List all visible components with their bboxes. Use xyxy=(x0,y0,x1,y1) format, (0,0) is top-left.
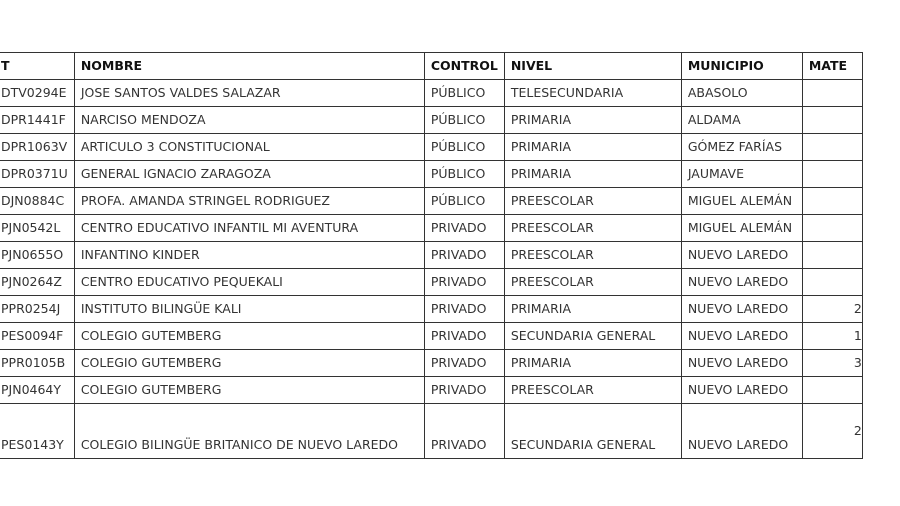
cell-control: PRIVADO xyxy=(424,377,504,404)
cell-municipio: NUEVO LAREDO xyxy=(681,323,802,350)
cell-cct: PJN0464Y xyxy=(0,377,74,404)
cell-cct: PES0094F xyxy=(0,323,74,350)
cell-control: PRIVADO xyxy=(424,269,504,296)
cell-cct: PJN0655O xyxy=(0,242,74,269)
cell-nivel: SECUNDARIA GENERAL xyxy=(504,404,681,459)
cell-control: PRIVADO xyxy=(424,350,504,377)
table-row xyxy=(0,296,862,323)
cell-nivel: PREESCOLAR xyxy=(504,269,681,296)
cell-matricula xyxy=(802,377,862,404)
cell-nivel: TELESECUNDARIA xyxy=(504,80,681,107)
header-cct: T xyxy=(0,53,74,80)
cell-nivel: PREESCOLAR xyxy=(504,377,681,404)
table-row xyxy=(0,134,862,161)
cell-cct: DPR0371U xyxy=(0,161,74,188)
cell-control: PRIVADO xyxy=(424,215,504,242)
table-row xyxy=(0,350,862,377)
cell-control: PRIVADO xyxy=(424,296,504,323)
cell-control: PÚBLICO xyxy=(424,107,504,134)
cell-municipio: JAUMAVE xyxy=(681,161,802,188)
cell-municipio: NUEVO LAREDO xyxy=(681,269,802,296)
table-row xyxy=(0,323,862,350)
cell-nombre: PROFA. AMANDA STRINGEL RODRIGUEZ xyxy=(74,188,424,215)
cell-nombre: COLEGIO GUTEMBERG xyxy=(74,323,424,350)
cell-nivel: PRIMARIA xyxy=(504,107,681,134)
cell-control: PRIVADO xyxy=(424,242,504,269)
header-nivel: NIVEL xyxy=(504,53,681,80)
cell-nombre: COLEGIO GUTEMBERG xyxy=(74,377,424,404)
cell-control: PÚBLICO xyxy=(424,188,504,215)
cell-cct: DPR1063V xyxy=(0,134,74,161)
cell-nombre: GENERAL IGNACIO ZARAGOZA xyxy=(74,161,424,188)
cell-nivel: PREESCOLAR xyxy=(504,215,681,242)
table-row xyxy=(0,269,862,296)
cell-municipio: NUEVO LAREDO xyxy=(681,242,802,269)
header-row xyxy=(0,53,862,80)
cell-control: PÚBLICO xyxy=(424,80,504,107)
cell-nivel: PRIMARIA xyxy=(504,134,681,161)
cell-nombre: ARTICULO 3 CONSTITUCIONAL xyxy=(74,134,424,161)
schools-table xyxy=(0,52,863,459)
cell-nombre: INSTITUTO BILINGÜE KALI xyxy=(74,296,424,323)
cell-matricula: 3 xyxy=(802,350,862,377)
cell-nombre: COLEGIO GUTEMBERG xyxy=(74,350,424,377)
cell-municipio: MIGUEL ALEMÁN xyxy=(681,215,802,242)
cell-control: PÚBLICO xyxy=(424,134,504,161)
cell-cct: PPR0254J xyxy=(0,296,74,323)
cell-matricula xyxy=(802,242,862,269)
cell-nombre: INFANTINO KINDER xyxy=(74,242,424,269)
header-municipio: MUNICIPIO xyxy=(681,53,802,80)
cell-matricula: 2 xyxy=(802,404,862,459)
cell-municipio: GÓMEZ FARÍAS xyxy=(681,134,802,161)
cell-control: PRIVADO xyxy=(424,323,504,350)
cell-municipio: MIGUEL ALEMÁN xyxy=(681,188,802,215)
cell-nivel: PRIMARIA xyxy=(504,296,681,323)
cell-cct: DTV0294E xyxy=(0,80,74,107)
cell-nivel: SECUNDARIA GENERAL xyxy=(504,323,681,350)
table-row xyxy=(0,404,862,459)
header-control: CONTROL xyxy=(424,53,504,80)
cell-municipio: NUEVO LAREDO xyxy=(681,404,802,459)
cell-matricula xyxy=(802,269,862,296)
cell-nombre: NARCISO MENDOZA xyxy=(74,107,424,134)
cell-matricula: 1 xyxy=(802,323,862,350)
cell-cct: DJN0884C xyxy=(0,188,74,215)
cell-cct: PPR0105B xyxy=(0,350,74,377)
cell-nombre: CENTRO EDUCATIVO PEQUEKALI xyxy=(74,269,424,296)
cell-nivel: PRIMARIA xyxy=(504,161,681,188)
cell-municipio: NUEVO LAREDO xyxy=(681,296,802,323)
table-row xyxy=(0,107,862,134)
cell-matricula xyxy=(802,80,862,107)
cell-municipio: NUEVO LAREDO xyxy=(681,350,802,377)
cell-matricula xyxy=(802,215,862,242)
cell-municipio: NUEVO LAREDO xyxy=(681,377,802,404)
cell-nombre: COLEGIO BILINGÜE BRITANICO DE NUEVO LAREDO xyxy=(74,404,424,459)
cell-nivel: PREESCOLAR xyxy=(504,188,681,215)
table-row xyxy=(0,242,862,269)
cell-matricula xyxy=(802,107,862,134)
header-matricula: MATE xyxy=(802,53,862,80)
cell-municipio: ABASOLO xyxy=(681,80,802,107)
cell-control: PRIVADO xyxy=(424,404,504,459)
cell-control: PÚBLICO xyxy=(424,161,504,188)
cell-cct: DPR1441F xyxy=(0,107,74,134)
cell-cct: PJN0264Z xyxy=(0,269,74,296)
table-row xyxy=(0,377,862,404)
cell-matricula xyxy=(802,134,862,161)
cell-matricula xyxy=(802,188,862,215)
cell-cct: PJN0542L xyxy=(0,215,74,242)
cell-nombre: CENTRO EDUCATIVO INFANTIL MI AVENTURA xyxy=(74,215,424,242)
table-row xyxy=(0,215,862,242)
cell-cct: PES0143Y xyxy=(0,404,74,459)
cell-matricula: 2 xyxy=(802,296,862,323)
table-row xyxy=(0,188,862,215)
table-row xyxy=(0,80,862,107)
cell-matricula xyxy=(802,161,862,188)
table-row xyxy=(0,161,862,188)
cell-nombre: JOSE SANTOS VALDES SALAZAR xyxy=(74,80,424,107)
cell-municipio: ALDAMA xyxy=(681,107,802,134)
cell-nivel: PRIMARIA xyxy=(504,350,681,377)
cell-nivel: PREESCOLAR xyxy=(504,242,681,269)
header-nombre: NOMBRE xyxy=(74,53,424,80)
